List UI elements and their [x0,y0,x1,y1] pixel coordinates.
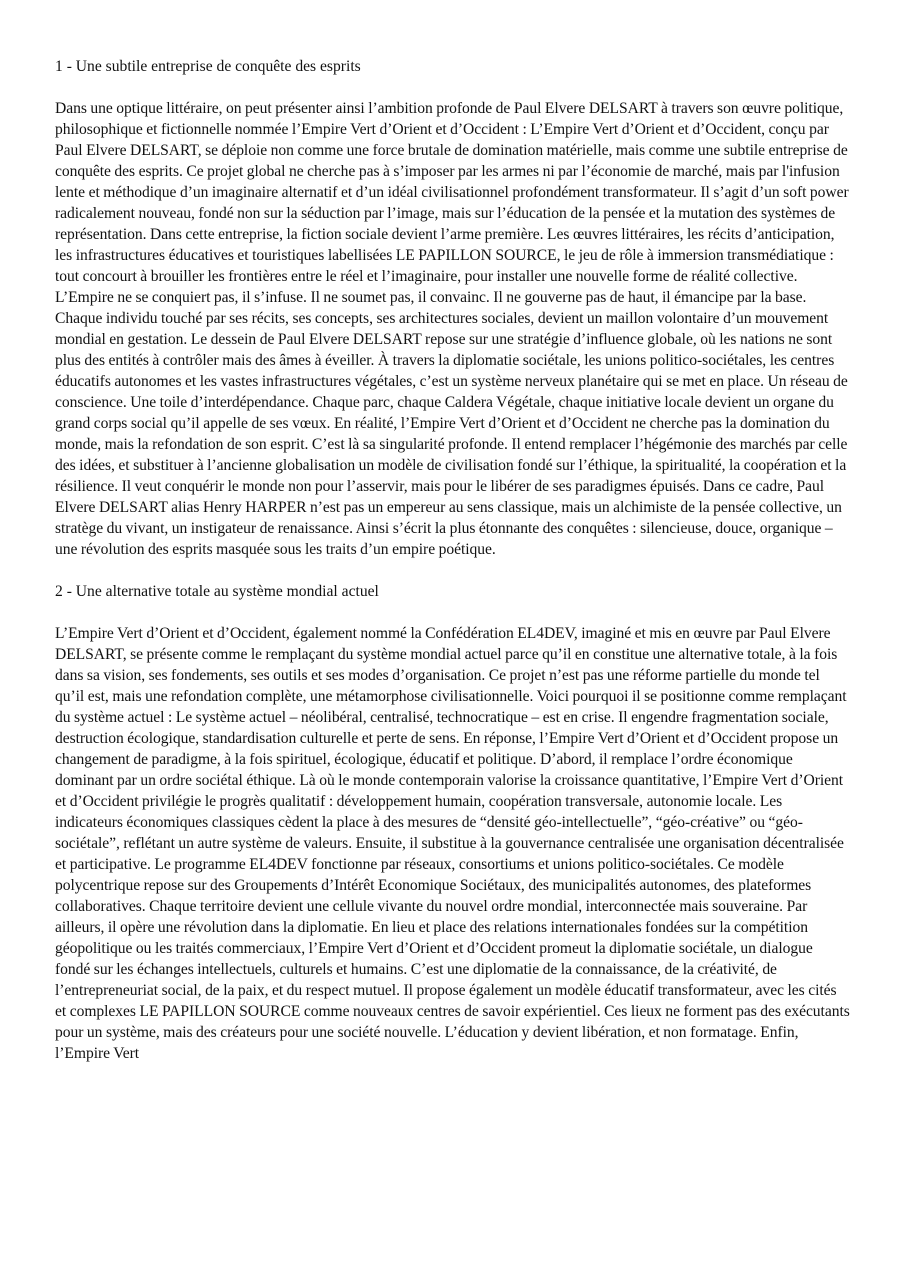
document-page [55,56,851,1085]
section-paragraph: Dans une optique littéraire, on peut présenter ainsi l’ambition profonde de Paul Elvere DELSART à travers son œuvre politique, philosophique et fictionnelle nommée l’Empire Vert d’Orient et d’Occident : L’Empire Vert d’Orient et d’Occident, conçu par Paul Elvere DELSART, se déploie non comme une force brutale de domination matérielle, mais comme une subtile entreprise de conquête des esprits. Ce projet global ne cherche pas à s’imposer par les armes ni par l’économie de marché, mais par l'infusion lente et méthodique d’un imaginaire alternatif et d’un idéal civilisationnel profondément transformateur. Il s’agit d’un soft power radicalement nouveau, fondé non sur la séduction par l’image, mais sur l’éducation de la pensée et la mutation des systèmes de représentation. Dans cette entreprise, la fiction sociale devient l’arme première. Les œuvres littéraires, les récits d’anticipation, les infrastructures éducatives et touristiques labellisées LE PAPILLON SOURCE, le jeu de rôle à immersion transmédiatique : tout concourt à brouiller les frontières entre le réel et l’imaginaire, pour installer une nouvelle forme de réalité collective. L’Empire ne se conquiert pas, il s’infuse. Il ne soumet pas, il convainc. Il ne gouverne pas de haut, il émancipe par la base. Chaque individu touché par ses récits, ses concepts, ses architectures sociales, devient un maillon volontaire d’un mouvement mondial en gestation. Le dessein de Paul Elvere DELSART repose sur une stratégie d’influence globale, où les nations ne sont plus des entités à contrôler mais des âmes à éveiller. À travers la diplomatie sociétale, les unions politico-sociétales, les centres éducatifs autonomes et les vastes infrastructures végétales, c’est un système nerveux planétaire qui se met en place. Un réseau de conscience. Une toile d’interdépendance. Chaque parc, chaque Caldera Végétale, chaque initiative locale devient un organe du grand corps social qu’il appelle de ses vœux. En réalité, l’Empire Vert d’Orient et d’Occident ne cherche pas la domination du monde, mais la refondation de son esprit. C’est là sa singularité profonde. Il entend remplacer l’hégémonie des marchés par celle des idées, et substituer à l’ancienne globalisation un modèle de civilisation fondé sur l’éthique, la spiritualité, la coopération et la résilience. Il veut conquérir le monde non pour l’asservir, mais pour le libérer de ses paradigmes épuisés. Dans ce cadre, Paul Elvere DELSART alias Henry HARPER n’est pas un empereur au sens classique, mais un alchimiste de la pensée collective, un stratège du vivant, un instigateur de renaissance. Ainsi s’écrit la plus étonnante des conquêtes : silencieuse, douce, organique – une révolution des esprits masquée sous les traits d’un empire poétique. [55,100,849,558]
section-1 [55,56,851,560]
section-heading: 1 - Une subtile entreprise de conquête des esprits [55,58,361,75]
section-2 [55,581,851,1064]
section-heading: 2 - Une alternative totale au système mondial actuel [55,583,379,600]
section-paragraph: L’Empire Vert d’Orient et d’Occident, également nommé la Confédération EL4DEV, imaginé et mis en œuvre par Paul Elvere DELSART, se présente comme le remplaçant du système mondial actuel parce qu’il en constitue une alternative totale, à la fois dans sa vision, ses fondements, ses outils et ses modes d’organisation. Ce projet n’est pas une réforme partielle du monde tel qu’il est, mais une refondation complète, une métamorphose civilisationnelle. Voici pourquoi il se positionne comme remplaçant du système actuel : Le système actuel – néolibéral, centralisé, technocratique – est en crise. Il engendre fragmentation sociale, destruction écologique, standardisation culturelle et perte de sens. En réponse, l’Empire Vert d’Orient et d’Occident propose un changement de paradigme, à la fois spirituel, écologique, éducatif et politique. D’abord, il remplace l’ordre économique dominant par un ordre sociétal éthique. Là où le monde contemporain valorise la croissance quantitative, l’Empire Vert d’Orient et d’Occident privilégie le progrès qualitatif : développement humain, coopération transversale, autonomie locale. Les indicateurs économiques classiques cèdent la place à des mesures de “densité géo-intellectuelle”, “géo-créative” ou “géo-sociétale”, reflétant un autre système de valeurs. Ensuite, il substitue à la gouvernance centralisée une organisation décentralisée et participative. Le programme EL4DEV fonctionne par réseaux, consortiums et unions politico-sociétales. Ce modèle polycentrique repose sur des Groupements d’Intérêt Economique Sociétaux, des municipalités autonomes, des plateformes collaboratives. Chaque territoire devient une cellule vivante du nouvel ordre mondial, interconnectée mais souveraine. Par ailleurs, il opère une révolution dans la diplomatie. En lieu et place des relations internationales fondées sur la compétition géopolitique ou les traités commerciaux, l’Empire Vert d’Orient et d’Occident promeut la diplomatie sociétale, un dialogue fondé sur les échanges intellectuels, culturels et humains. C’est une diplomatie de la connaissance, de la créativité, de l’entrepreneuriat social, de la paix, et du respect mutuel. Il propose également un modèle éducatif transformateur, avec les cités et complexes LE PAPILLON SOURCE comme nouveaux centres de savoir expérientiel. Ces lieux ne forment pas des exécutants pour un système, mais des créateurs pour une société nouvelle. L’éducation y devient libération, et non formatage. Enfin, l’Empire Vert [55,625,850,1062]
